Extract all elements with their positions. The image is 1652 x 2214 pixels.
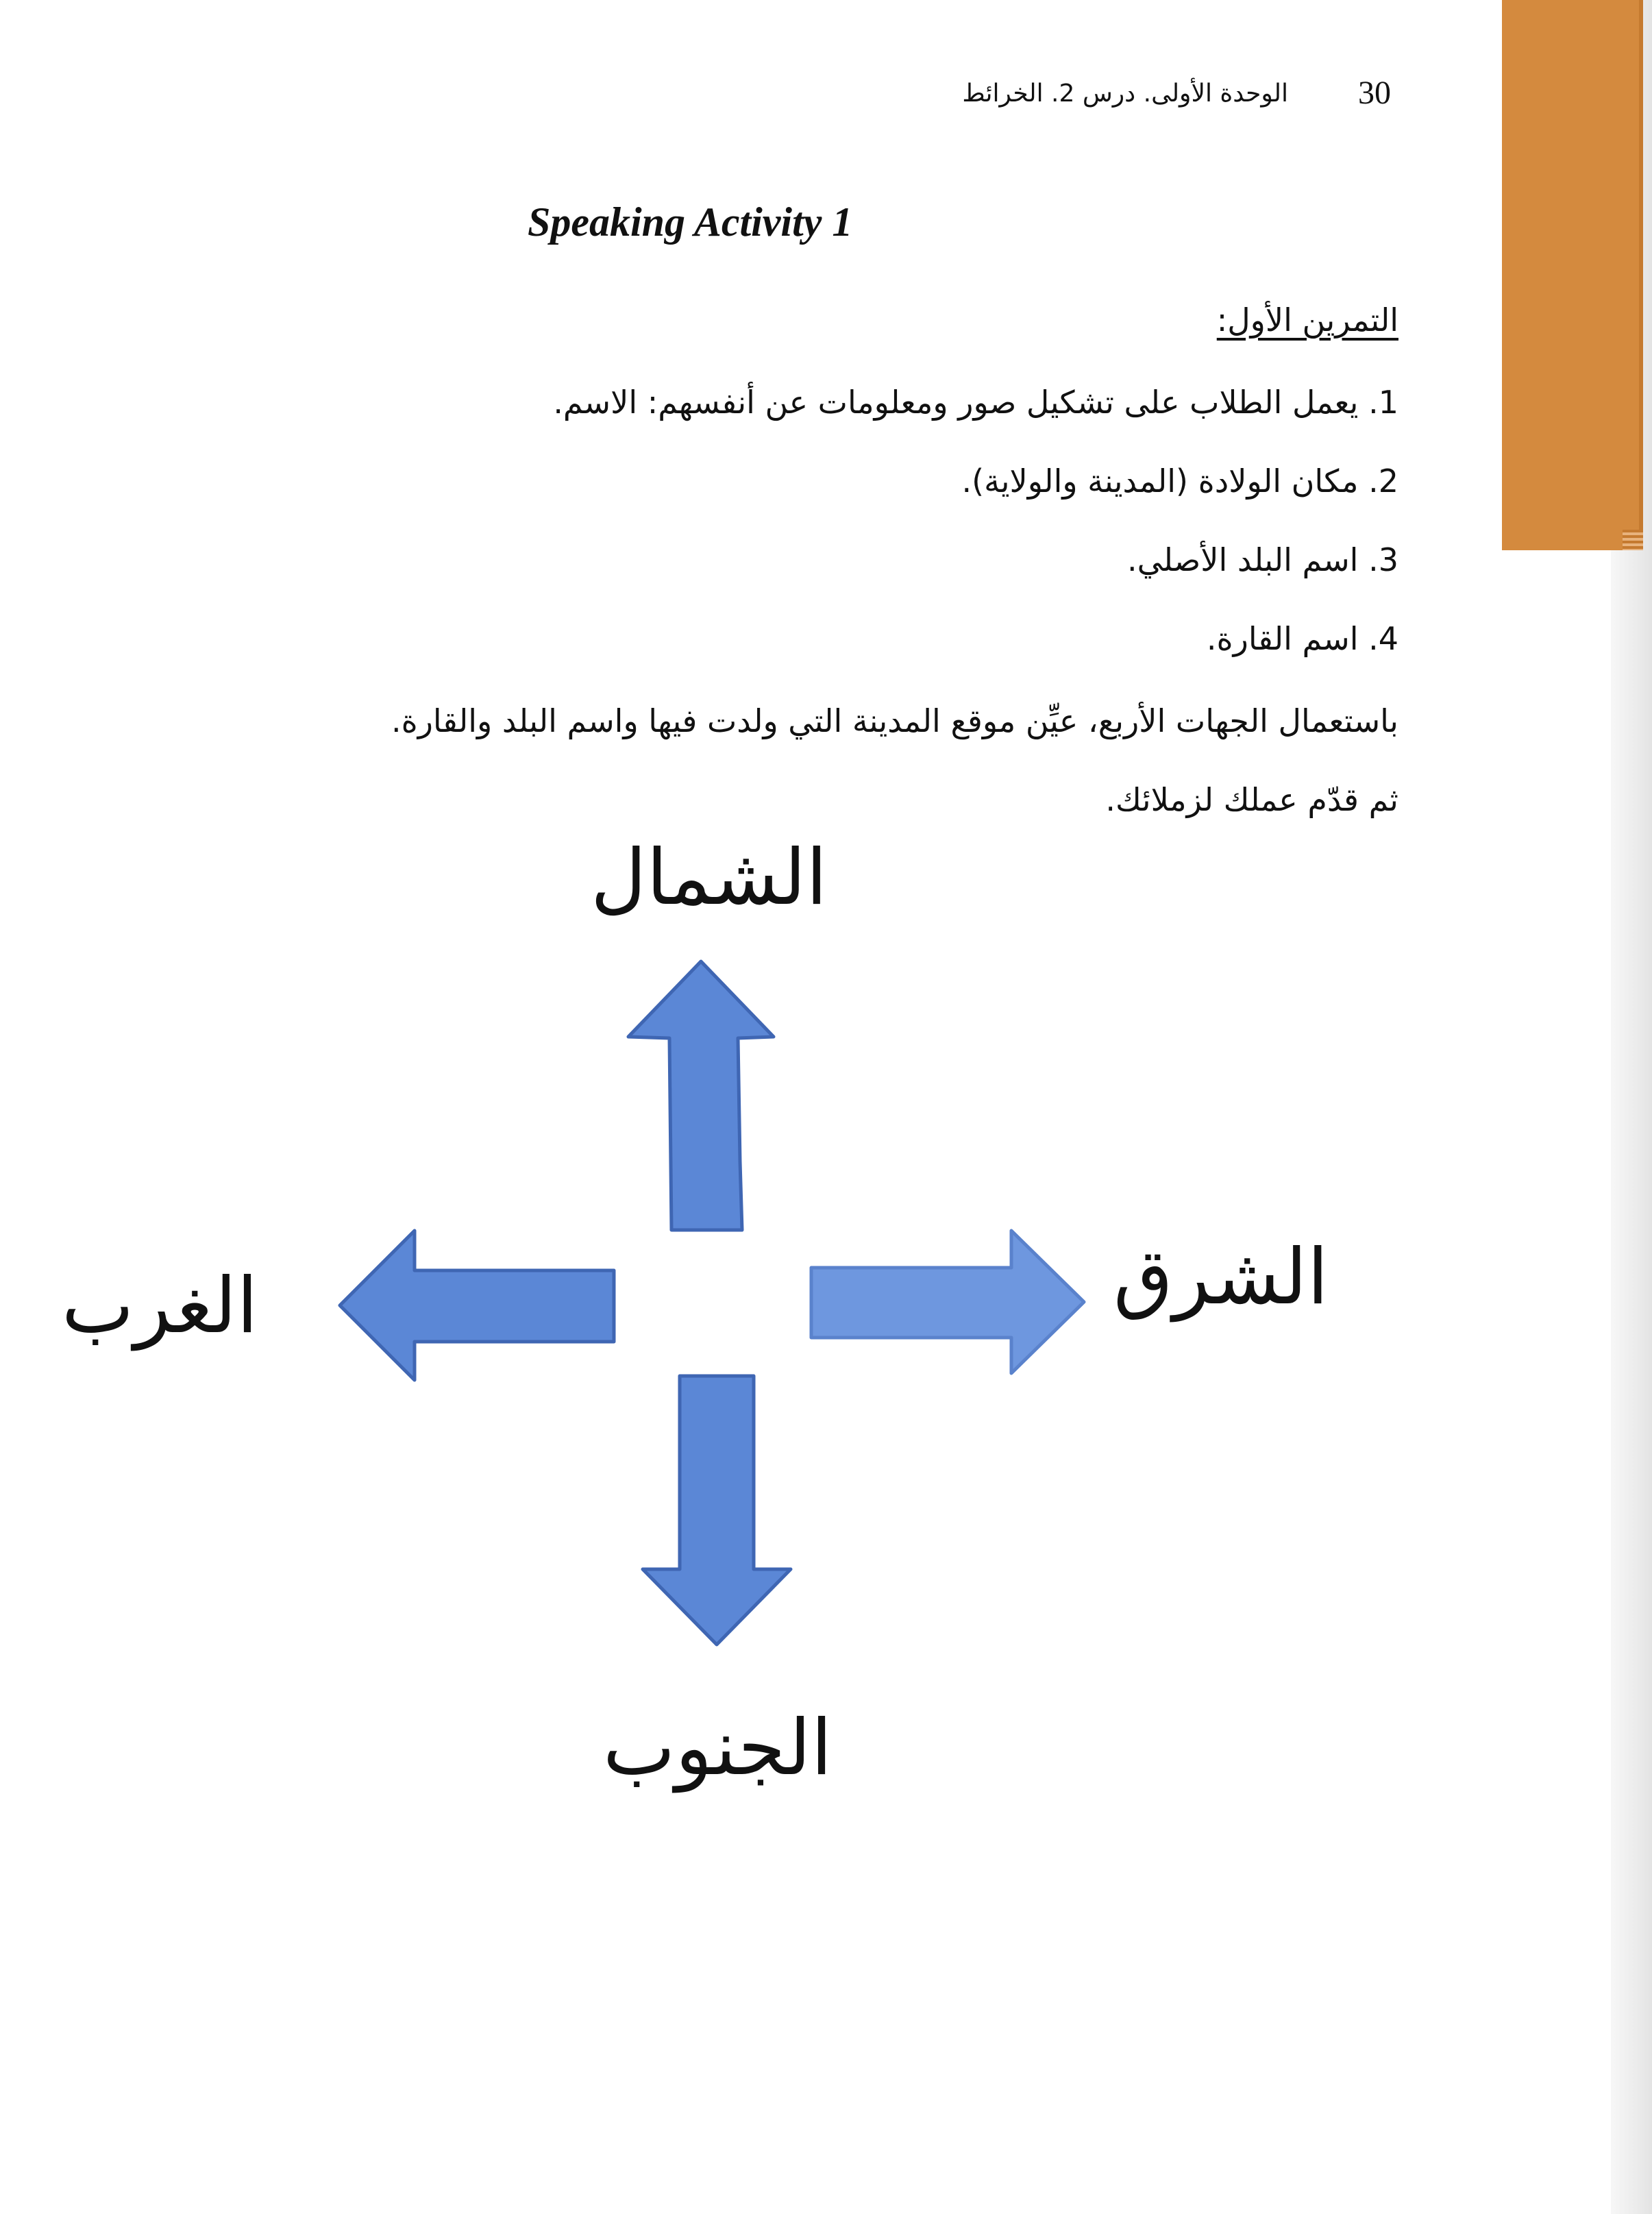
exercise-instruction-1: باستعمال الجهات الأربع، عيِّن موقع المدينة التي ولدت فيها واسم البلد والقارة. <box>391 702 1398 739</box>
exercise-item-2: 2. مكان الولادة (المدينة والولاية). <box>961 463 1398 500</box>
exercise-item-3: 3. اسم البلد الأصلي. <box>1126 541 1398 578</box>
north-label: الشمال <box>591 833 828 922</box>
page-number: 30 <box>1358 75 1391 111</box>
activity-title: Speaking Activity 1 <box>528 199 853 245</box>
south-label: الجنوب <box>603 1703 833 1793</box>
south-arrow-icon <box>637 1370 802 1651</box>
exercise-heading: التمرين الأول: <box>1216 302 1398 339</box>
west-arrow-icon <box>336 1227 624 1384</box>
exercise-instruction-2: ثم قدّم عملك لزملائك. <box>1105 781 1398 818</box>
west-label: الغرب <box>62 1262 258 1351</box>
north-arrow-icon <box>620 956 785 1237</box>
exercise-item-1: 1. يعمل الطلاب على تشكيل صور ومعلومات عن أنفسهم: الاسم. <box>553 384 1398 421</box>
exercise-item-4: 4. اسم القارة. <box>1206 620 1398 657</box>
page-header <box>891 74 1398 115</box>
running-header-title: الوحدة الأولى. درس 2. الخرائط <box>962 79 1288 108</box>
east-label: الشرق <box>1113 1233 1329 1322</box>
chapter-tab <box>1502 0 1643 550</box>
east-arrow-icon <box>809 1227 1089 1377</box>
